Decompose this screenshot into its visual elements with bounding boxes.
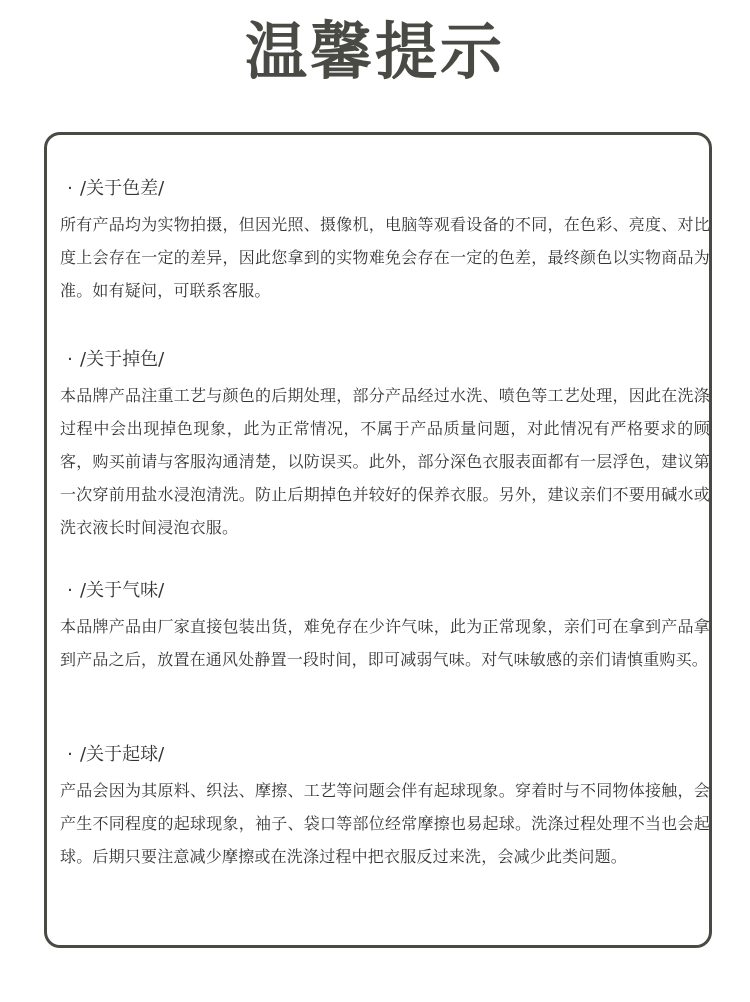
section-body: 所有产品均为实物拍摄，但因光照、摄像机，电脑等观看设备的不同，在色彩、亮度、对比度上会存在一定的差异，因此您拿到的实物难免会存在一定的色差，最终颜色以实物商品为准。如有疑问，可联系客服。 xyxy=(60,215,710,300)
section-body: 本品牌产品由厂家直接包装出货，难免存在少许气味，此为正常现象，亲们可在拿到产品拿到产品之后，放置在通风处静置一段时间，即可减弱气味。对气味敏感的亲们请慎重购买。 xyxy=(60,617,710,669)
section-heading xyxy=(60,346,710,374)
section-odor xyxy=(60,577,710,676)
section-heading-text: /关于色差/ xyxy=(80,178,165,199)
section-heading-text: /关于起球/ xyxy=(80,744,165,765)
section-heading xyxy=(60,577,710,605)
section-fading xyxy=(60,346,710,544)
section-heading xyxy=(60,741,710,769)
bullet-dot: · xyxy=(67,178,73,199)
bullet-dot: · xyxy=(67,580,73,601)
section-heading-text: /关于掉色/ xyxy=(80,349,165,370)
bullet-dot: · xyxy=(67,349,73,370)
section-body: 本品牌产品注重工艺与颜色的后期处理，部分产品经过水洗、喷色等工艺处理，因此在洗涤过程中会出现掉色现象，此为正常情况，不属于产品质量问题，对此情况有严格要求的顾客，购买前请与客服沟通清楚，以防误买。此外，部分深色衣服表面都有一层浮色，建议第一次穿前用盐水浸泡清洗。防止后期掉色并较好的保养衣服。另外，建议亲们不要用碱水或洗衣液长时间浸泡衣服。 xyxy=(60,386,710,537)
section-heading-text: /关于气味/ xyxy=(80,580,165,601)
bullet-dot: · xyxy=(67,744,73,765)
section-color-difference xyxy=(60,175,710,307)
notice-box xyxy=(44,132,712,948)
page-title: 温馨提示 xyxy=(244,15,505,88)
section-pilling xyxy=(60,741,710,873)
section-body: 产品会因为其原料、织法、摩擦、工艺等问题会伴有起球现象。穿着时与不同物体接触，会产生不同程度的起球现象，袖子、袋口等部位经常摩擦也易起球。洗涤过程处理不当也会起球。后期只要注意减少摩擦或在洗涤过程中把衣服反过来洗，会减少此类问题。 xyxy=(60,781,710,866)
section-heading xyxy=(60,175,710,203)
